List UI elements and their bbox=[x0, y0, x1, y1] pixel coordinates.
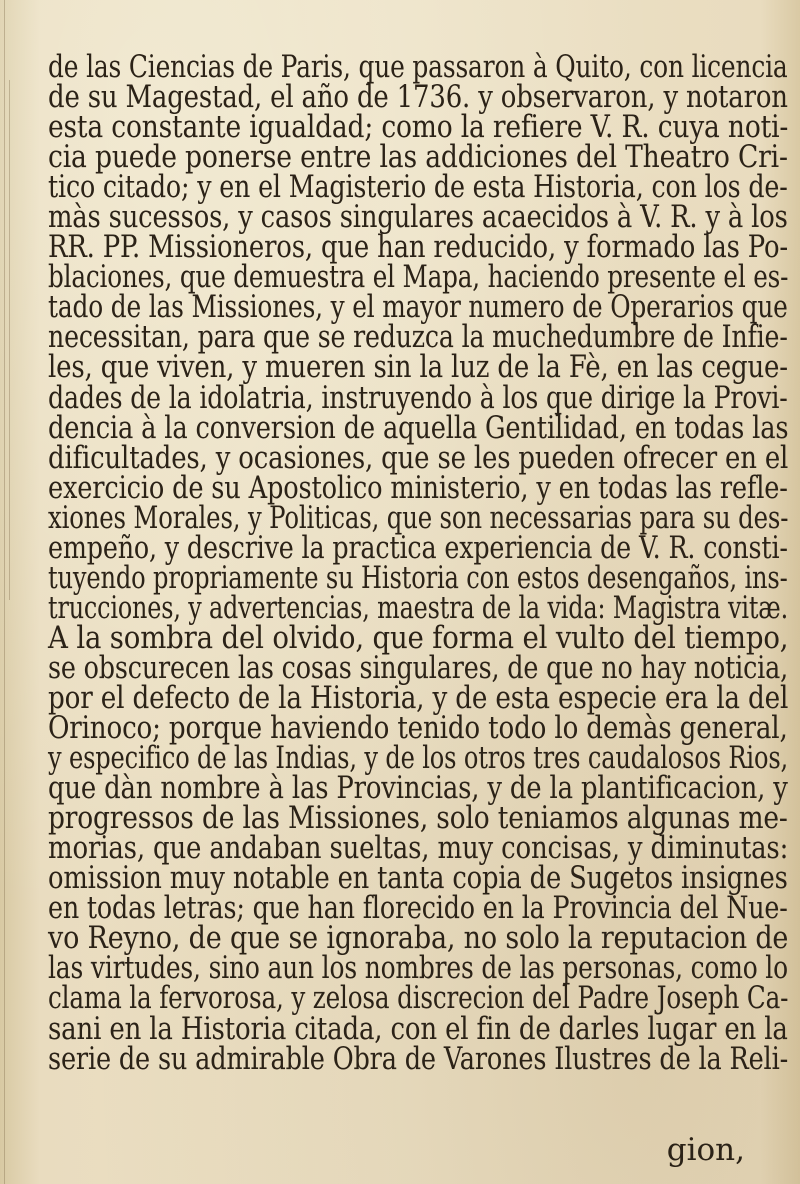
text-line: xiones Morales, y Politicas, que son necessarias para su des- bbox=[48, 499, 789, 536]
text-line: vo Reyno, de que se ignoraba, no solo la reputacion de bbox=[48, 920, 789, 957]
text-line: blaciones, que demuestra el Mapa, haciendo presente el es- bbox=[48, 259, 789, 296]
text-line: omission muy notable en tanta copia de Sugetos insignes bbox=[48, 860, 788, 897]
text-line: morias, que andaban sueltas, muy concisas, y diminutas: bbox=[48, 830, 789, 867]
text-line: clama la fervorosa, y zelosa discrecion del Padre Joseph Ca- bbox=[48, 980, 789, 1017]
margin-mark bbox=[9, 80, 10, 600]
text-line: tuyendo propriamente su Historia con estos desengaños, ins- bbox=[48, 559, 788, 596]
catchword: gion, bbox=[666, 1132, 745, 1168]
text-line: RR. PP. Missioneros, que han reducido, y formado las Po- bbox=[48, 229, 788, 266]
text-line: dencia à la conversion de aquella Gentilidad, en todas las bbox=[48, 409, 789, 446]
text-line: exercicio de su Apostolico ministerio, y en todas las refle- bbox=[48, 469, 788, 506]
text-line: de su Magestad, el año de 1736. y observaron, y notaron bbox=[48, 79, 788, 116]
text-line: màs sucessos, y casos singulares acaecidos à V. R. y à los bbox=[48, 199, 788, 236]
text-line: dificultades, y ocasiones, que se les pueden ofrecer en el bbox=[48, 439, 789, 476]
text-line: por el defecto de la Historia, y de esta especie era la del bbox=[48, 679, 789, 716]
text-line: empeño, y descrive la practica experiencia de V. R. consti- bbox=[48, 529, 788, 566]
text-line: sani en la Historia citada, con el fin de darles lugar en la bbox=[48, 1010, 788, 1047]
text-line: que dàn nombre à las Provincias, y de la plantificacion, y bbox=[48, 770, 788, 807]
text-line: de las Ciencias de Paris, que passaron à Quito, con licencia bbox=[48, 49, 788, 85]
text-line: les, que viven, y mueren sin la luz de la Fè, en las cegue- bbox=[48, 349, 788, 386]
text-line: A la sombra del olvido, que forma el vulto del tiempo, bbox=[48, 619, 789, 656]
text-line: necessitan, para que se reduzca la muchedumbre de Infie- bbox=[48, 319, 788, 356]
text-line: Orinoco; porque haviendo tenido todo lo demàs general, bbox=[48, 710, 788, 747]
text-line: progressos de las Missiones, solo teniamos algunas me- bbox=[48, 800, 788, 837]
text-line: cia puede ponerse entre las addiciones del Theatro Cri- bbox=[48, 139, 788, 176]
margin-mark bbox=[4, 0, 5, 1184]
text-line: en todas letras; que han florecido en la Provincia del Nue- bbox=[48, 890, 788, 927]
text-line: dades de la idolatria, instruyendo à los que dirige la Provi- bbox=[48, 379, 788, 416]
body-text bbox=[48, 49, 789, 1077]
text-line: y especifico de las Indias, y de los otros tres caudalosos Rios, bbox=[48, 740, 789, 777]
text-line: tico citado; y en el Magisterio de esta Historia, con los de- bbox=[48, 169, 788, 206]
text-line: se obscurecen las cosas singulares, de que no hay noticia, bbox=[48, 649, 789, 686]
text-line: trucciones, y advertencias, maestra de la vida: Magistra vitæ. bbox=[48, 589, 789, 626]
text-line: las virtudes, sino aun los nombres de las personas, como lo bbox=[48, 950, 788, 987]
text-line: serie de su admirable Obra de Varones Ilustres de la Reli- bbox=[48, 1040, 789, 1077]
text-line: tado de las Missiones, y el mayor numero de Operarios que bbox=[48, 289, 788, 326]
text-line: esta constante igualdad; como la refiere V. R. cuya noti- bbox=[48, 109, 789, 146]
